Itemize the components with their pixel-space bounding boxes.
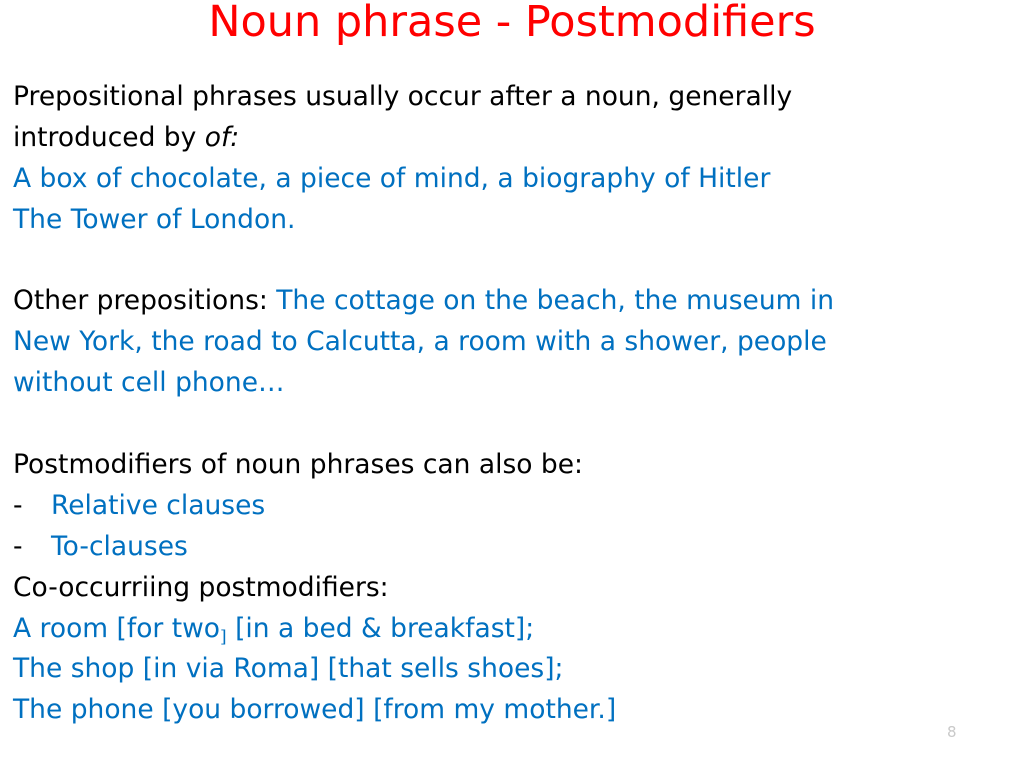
text-line xyxy=(13,568,1013,609)
italic-word: of: xyxy=(204,121,240,153)
example-line xyxy=(13,690,1013,731)
example-line xyxy=(13,363,1013,404)
example-text: New York, the road to Calcutta, a room with a shower, people xyxy=(13,326,827,358)
bullet-dash: - xyxy=(13,489,23,521)
example-text: The shop [in via Roma] [that sells shoes]; xyxy=(13,653,564,685)
intro-text: introduced by xyxy=(13,121,205,153)
intro-text: Prepositional phrases usually occur after a noun, generally xyxy=(13,81,793,112)
example-text: A box of chocolate, a piece of mind, a biography of Hitler xyxy=(13,162,771,194)
text-line xyxy=(13,118,1013,159)
intro-text: Postmodifiers of noun phrases can also be: xyxy=(13,449,583,481)
bullet-dash: - xyxy=(13,530,23,562)
example-text: The cottage on the beach, the museum in xyxy=(276,285,835,317)
example-text: without cell phone… xyxy=(13,367,285,399)
spacer xyxy=(13,241,1013,282)
example-line xyxy=(13,322,1013,363)
slide-body xyxy=(13,77,1013,731)
text-line xyxy=(13,445,1013,486)
lead-text: Other prepositions: xyxy=(13,285,277,317)
heading-text: Co-occurriing postmodifiers: xyxy=(13,571,389,603)
slide-title: Noun phrase - Postmodifiers xyxy=(208,0,816,47)
bullet-item xyxy=(13,527,1013,568)
example-line xyxy=(13,200,1013,241)
example-text: A room [for two xyxy=(13,612,221,644)
spacer xyxy=(13,404,1013,445)
text-line xyxy=(13,281,1013,322)
bullet-text: To-clauses xyxy=(51,530,188,562)
page-number: 8 xyxy=(947,723,957,741)
bullet-item xyxy=(13,486,1013,527)
example-text: The phone [you borrowed] [from my mother.] xyxy=(13,694,617,726)
example-text: [in a bed & breakfast]; xyxy=(226,612,535,644)
example-line xyxy=(13,649,1013,690)
text-line xyxy=(13,77,1013,118)
bullet-text: Relative clauses xyxy=(51,489,266,521)
example-line xyxy=(13,609,1013,650)
example-text: The Tower of London. xyxy=(13,203,296,235)
example-line xyxy=(13,159,1013,200)
subscript-bracket: ] xyxy=(220,626,227,647)
